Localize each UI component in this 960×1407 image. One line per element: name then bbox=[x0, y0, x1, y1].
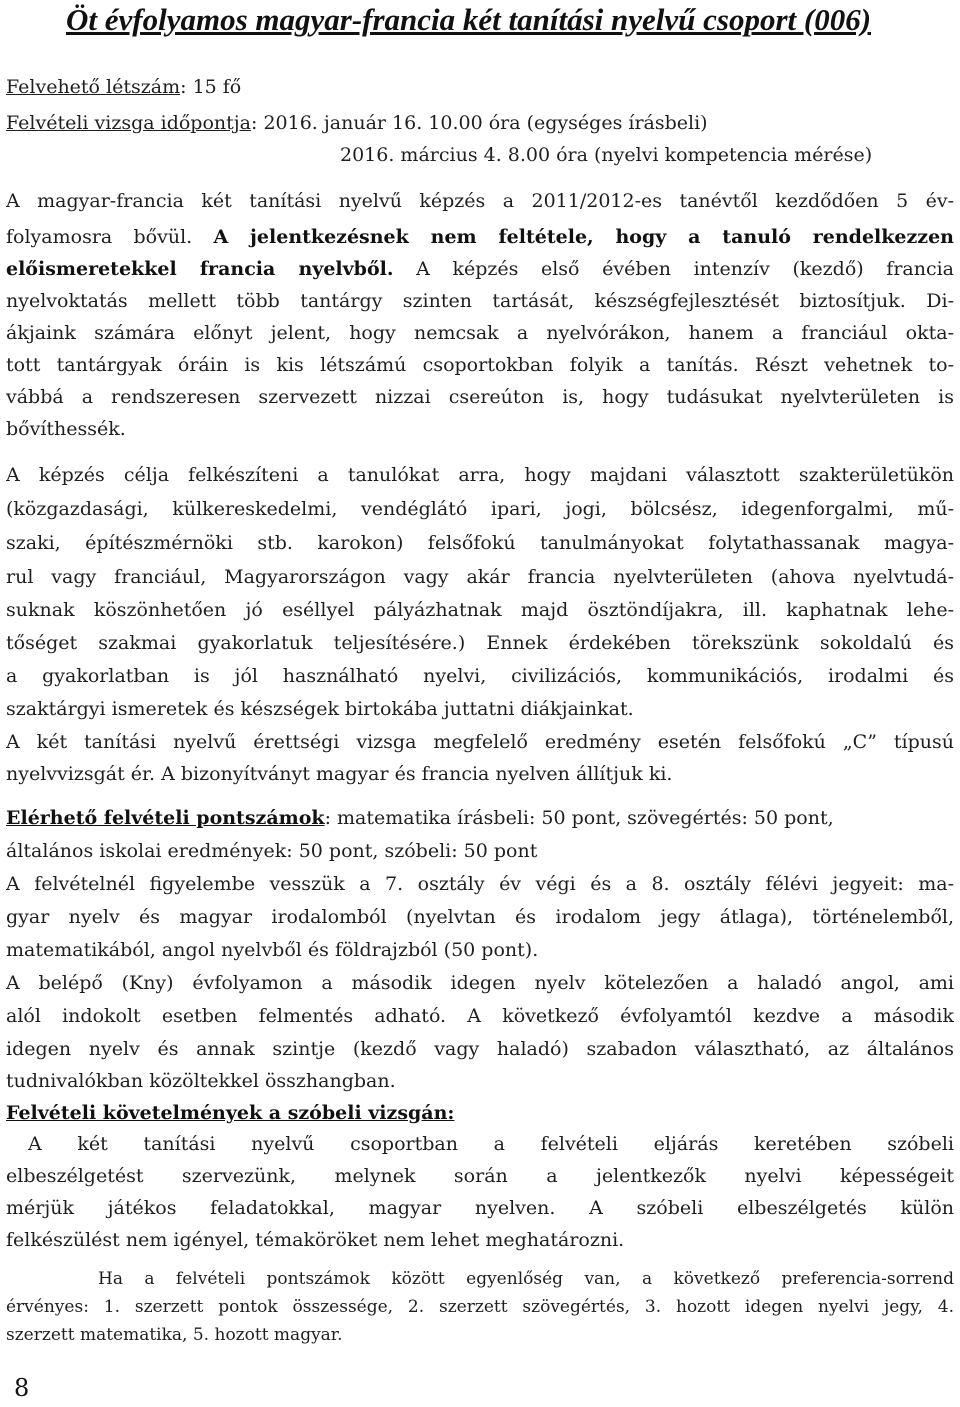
p2-line-8: szaktárgyi ismeretek és készségek birtokába juttatni diákjainkat. bbox=[6, 698, 634, 720]
exam-label: Felvételi vizsga időpontja bbox=[6, 112, 251, 134]
exam-note-1: (egységes írásbeli) bbox=[520, 112, 708, 134]
p1-line-6: tott tantárgyak óráin is kis létszámú csoportokban folyik a tanítás. Részt vehetnek to- bbox=[6, 354, 954, 376]
oral-line-2: elbeszélgetést szervezünk, melynek során a jelentkezők nyelvi képességeit bbox=[6, 1165, 954, 1187]
p2-line-3: szaki, építészmérnöki stb. karokon) felsőfokú tanulmányokat folytathassanak magya- bbox=[6, 532, 954, 554]
p2-line-4: rul vagy franciául, Magyarországon vagy akár francia nyelvterületen (ahova nyelvtudá- bbox=[6, 566, 954, 588]
points-line-3: A felvételnél figyelembe vesszük a 7. osztály év végi és a 8. osztály félévi jegyeit: ma- bbox=[6, 873, 954, 895]
p1-highlight-1: A jelentkezésnek nem feltétele, hogy a tanuló rendelkezzen bbox=[213, 226, 954, 248]
points-line-9: tudnivalókban közöltekkel összhangban. bbox=[6, 1070, 396, 1092]
points-line-2: általános iskolai eredmények: 50 pont, szóbeli: 50 pont bbox=[6, 840, 538, 862]
points-line-1 bbox=[6, 803, 954, 833]
points-line-7: alól indokolt esetben felmentés adható. A következő évfolyamtól kezdve a második bbox=[6, 1005, 954, 1027]
p1-line-7: vábbá a rendszeresen szervezett nizzai csereúton is, hogy tudásukat nyelvterületen is bbox=[6, 386, 954, 408]
exam-note-2: (nyelvi kompetencia mérése) bbox=[587, 144, 873, 166]
p1-line-8: bővíthessék. bbox=[6, 418, 126, 440]
p1-line-2a: folyamosra bővül. bbox=[6, 226, 214, 248]
capacity-sep: : bbox=[180, 76, 193, 98]
p1-line-4: nyelvoktatás mellett több tantárgy szinten tartását, készségfejlesztését biztosítjuk. Di- bbox=[6, 290, 954, 312]
exam-date-2: 2016. március 4. 8.00 óra bbox=[340, 144, 588, 166]
p1-line-3b: A képzés első évében intenzív (kezdő) francia bbox=[393, 258, 954, 280]
p2-line-1: A képzés célja felkészíteni a tanulókat arra, hogy majdani választott szakterületükön bbox=[6, 464, 954, 486]
p2-line-5: suknak köszönhetően jó eséllyel pályázhatnak majd ösztöndíjakra, ill. kaphatnak lehe- bbox=[6, 599, 954, 621]
p2-line-7: a gyakorlatban is jól használható nyelvi, civilizációs, kommunikációs, irodalmi és bbox=[6, 665, 954, 687]
points-label: Elérhető felvételi pontszámok bbox=[6, 807, 325, 829]
p2-line-9: A két tanítási nyelvű érettségi vizsga megfelelő eredmény esetén felsőfokú „C” típusú bbox=[6, 731, 954, 753]
exam-date-line-1 bbox=[6, 108, 954, 138]
p1-line-3 bbox=[6, 254, 954, 284]
tie-line-1: Ha a felvételi pontszámok között egyenlőség van, a következő preferencia-sorrend bbox=[98, 1269, 954, 1289]
p2-line-10: nyelvvizsgát ér. A bizonyítványt magyar és francia nyelven állítjuk ki. bbox=[6, 763, 673, 785]
points-values: : matematika írásbeli: 50 pont, szövegértés: 50 pont, bbox=[324, 807, 834, 829]
exam-sep: : bbox=[251, 112, 264, 134]
points-line-8: idegen nyelv és annak szintje (kezdő vagy haladó) szabadon választható, az általános bbox=[6, 1038, 954, 1060]
p1-highlight-2: előismeretekkel francia nyelvből. bbox=[6, 258, 394, 280]
points-line-4: gyar nyelv és magyar irodalomból (nyelvtan és irodalom jegy átlaga), történelemből, bbox=[6, 906, 954, 928]
oral-line-1: A két tanítási nyelvű csoportban a felvételi eljárás keretében szóbeli bbox=[28, 1133, 954, 1155]
p1-line-1: A magyar-francia két tanítási nyelvű képzés a 2011/2012-es tanévtől kezdődően 5 év- bbox=[6, 190, 954, 212]
p1-line-2 bbox=[6, 222, 954, 252]
points-line-5: matematikából, angol nyelvből és földrajzból (50 pont). bbox=[6, 939, 539, 961]
tie-line-3: szerzett matematika, 5. hozott magyar. bbox=[6, 1325, 343, 1345]
points-line-6: A belépő (Kny) évfolyamon a második idegen nyelv kötelezően a haladó angol, ami bbox=[6, 972, 954, 994]
oral-line-3: mérjük játékos feladatokkal, magyar nyelven. A szóbeli elbeszélgetés külön bbox=[6, 1197, 954, 1219]
oral-heading-text: Felvételi követelmények a szóbeli vizsgán: bbox=[6, 1102, 455, 1124]
p2-line-2: (közgazdasági, külkereskedelmi, vendéglátó ipari, jogi, bölcsész, idegenforgalmi, mű- bbox=[6, 498, 954, 520]
p2-line-6: tőséget szakmai gyakorlatuk teljesítésére.) Ennek érdekében törekszünk sokoldalú és bbox=[6, 632, 954, 654]
page-title: Öt évfolyamos magyar-francia két tanítási nyelvű csoport (006) bbox=[66, 2, 872, 37]
exam-date-1: 2016. január 16. 10.00 óra bbox=[263, 112, 521, 134]
capacity-label: Felvehető létszám bbox=[6, 76, 181, 98]
exam-date-line-2 bbox=[340, 140, 872, 170]
capacity-line bbox=[6, 72, 954, 102]
page-number: 8 bbox=[14, 1374, 30, 1402]
p1-line-5: ákjaink számára előnyt jelent, hogy nemcsak a nyelvórákon, hanem a franciául okta- bbox=[6, 322, 954, 344]
oral-heading bbox=[6, 1098, 954, 1128]
tie-line-2: érvényes: 1. szerzett pontok összessége, 2. szerzett szövegértés, 3. hozott idegen nyelvi jegy, 4. bbox=[6, 1297, 954, 1317]
capacity-value: 15 fő bbox=[192, 76, 242, 98]
oral-line-4: felkészülést nem igényel, témaköröket nem lehet meghatározni. bbox=[6, 1229, 625, 1251]
